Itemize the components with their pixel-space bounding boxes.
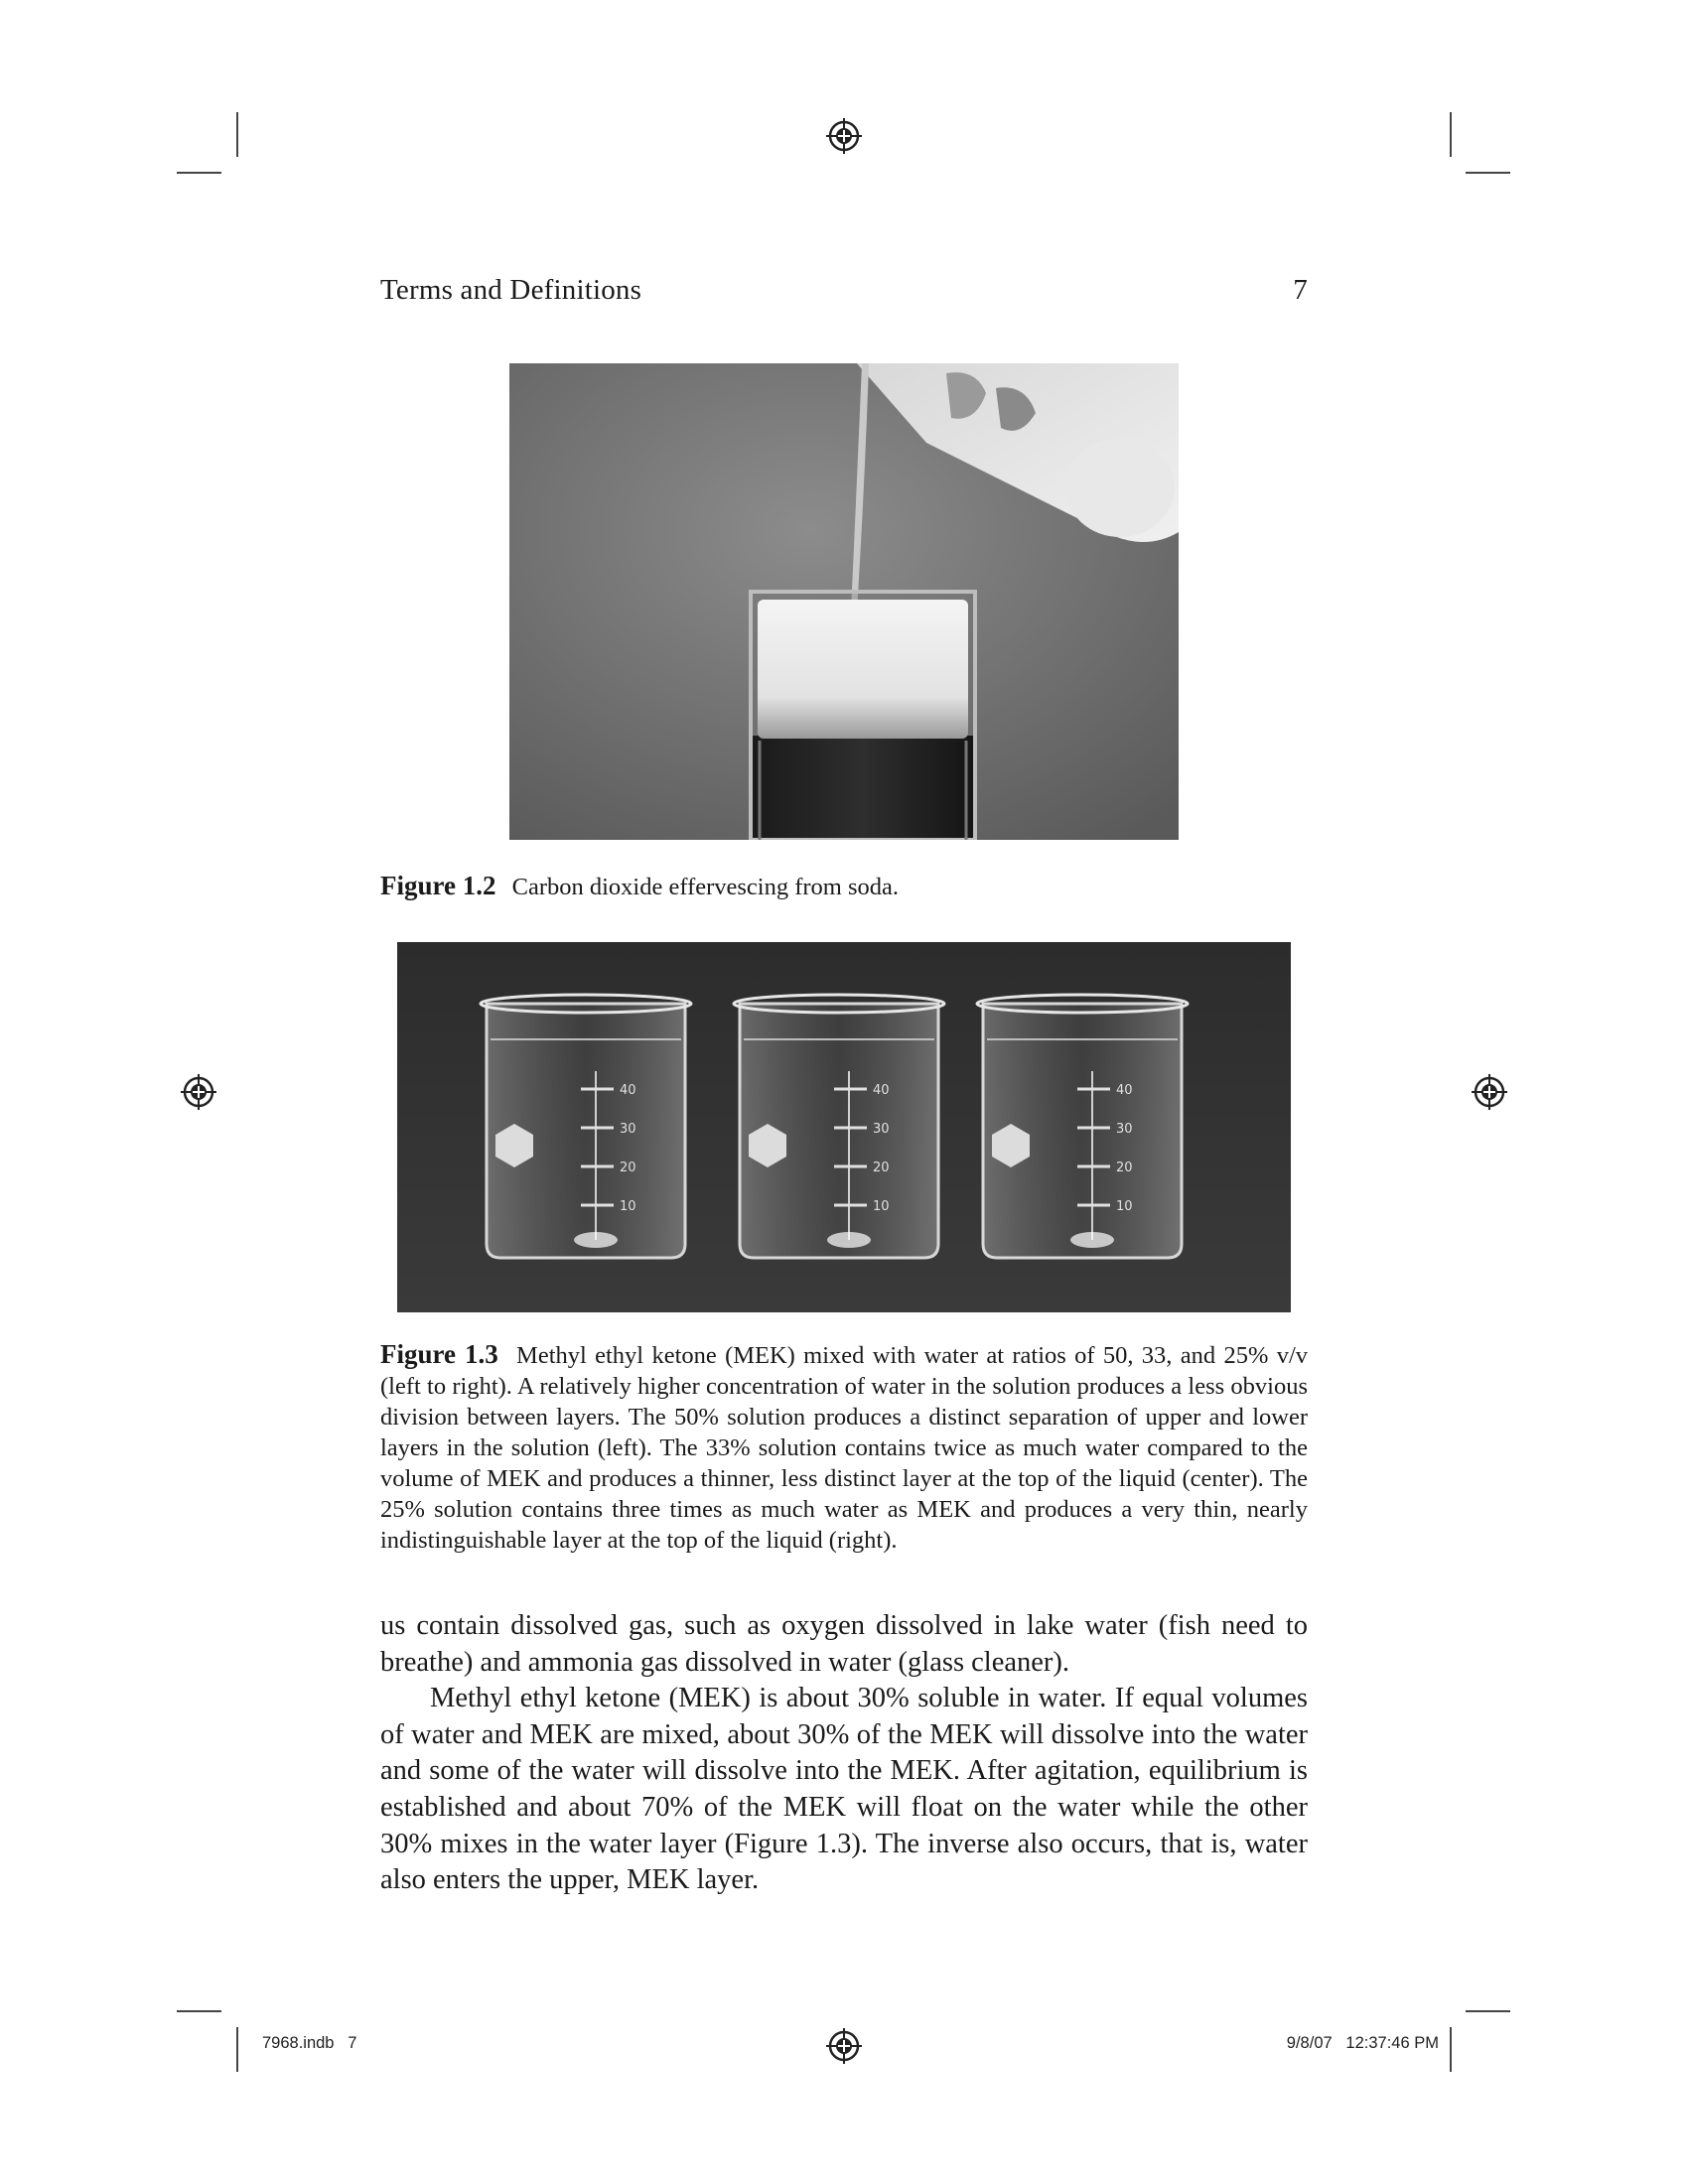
beaker-scale-label: 20	[620, 1160, 636, 1175]
crop-mark	[1450, 2027, 1452, 2072]
registration-mark-icon	[826, 2028, 862, 2064]
beaker-scale-label: 20	[1116, 1160, 1133, 1175]
beaker-scale-label: 10	[1116, 1199, 1133, 1214]
crop-mark	[1466, 2010, 1510, 2012]
crop-mark	[177, 2010, 221, 2012]
beaker	[481, 995, 691, 1258]
figure-label: Figure 1.2	[380, 871, 496, 900]
beaker-scale-label: 30	[620, 1122, 636, 1137]
running-head-title: Terms and Definitions	[380, 274, 642, 306]
beaker-scale-label: 40	[873, 1083, 890, 1098]
beaker-scale-label: 10	[873, 1199, 890, 1214]
slug-timestamp: 9/8/07 12:37:46 PM	[1286, 2034, 1439, 2052]
paragraph: Methyl ethyl ketone (MEK) is about 30% soluble in water. If equal volumes of water and MEK are mixed, about 30% of the MEK will dissolve into the water and some of the water will dissolve into the MEK. After agitation, equilibrium is established and about 70% of the MEK will float on the water while the other 30% mixes in the water layer (Figure 1.3). The inverse also occurs, that is, water also enters the upper, MEK layer.	[380, 1683, 1308, 1896]
crop-mark	[177, 172, 221, 174]
figure-1-2-caption	[380, 871, 1308, 902]
figure-1-3-caption	[380, 1339, 1308, 1556]
beaker	[734, 995, 944, 1258]
crop-mark	[1466, 172, 1510, 174]
caption-text: Carbon dioxide effervescing from soda.	[511, 874, 900, 900]
beaker-scale-label: 40	[1116, 1083, 1133, 1098]
beaker-scale-label: 30	[1116, 1122, 1133, 1137]
figure-1-3-photo	[397, 942, 1291, 1312]
paragraph: us contain dissolved gas, such as oxygen dissolved in lake water (fish need to breathe) and ammonia gas dissolved in water (glass cleaner).	[380, 1610, 1308, 1678]
beaker-scale-label: 40	[620, 1083, 636, 1098]
crop-mark	[236, 2027, 238, 2072]
registration-mark-icon	[181, 1074, 216, 1110]
caption-text: Methyl ethyl ketone (MEK) mixed with water at ratios of 50, 33, and 25% v/v (left to right). A relatively higher concentration of water in the solution produces a less obvious division between layers. The 50% solution produces a distinct separation of upper and lower layers in the solution (left). The 33% solution contains twice as much water compared to the volume of MEK and produces a thinner, less distinct layer at the top of the liquid (center). The 25% solution contains three times as much water as MEK and produces a very thin, nearly indistinguishable layer at the top of the liquid (right).	[380, 1342, 1309, 1554]
beaker	[977, 995, 1188, 1258]
registration-mark-icon	[1472, 1074, 1507, 1110]
beaker-scale-label: 10	[620, 1199, 636, 1214]
slug-file: 7968.indb 7	[262, 2034, 357, 2052]
running-head	[380, 274, 1308, 314]
beaker-scale-label: 20	[873, 1160, 890, 1175]
crop-mark	[236, 112, 238, 157]
registration-mark-icon	[826, 118, 862, 154]
page-number: 7	[1293, 274, 1308, 306]
body-text	[380, 1608, 1308, 1899]
figure-label: Figure 1.3	[380, 1339, 498, 1369]
beaker-scale-label: 30	[873, 1122, 890, 1137]
figure-1-2-photo	[509, 363, 1179, 840]
crop-mark	[1450, 112, 1452, 157]
